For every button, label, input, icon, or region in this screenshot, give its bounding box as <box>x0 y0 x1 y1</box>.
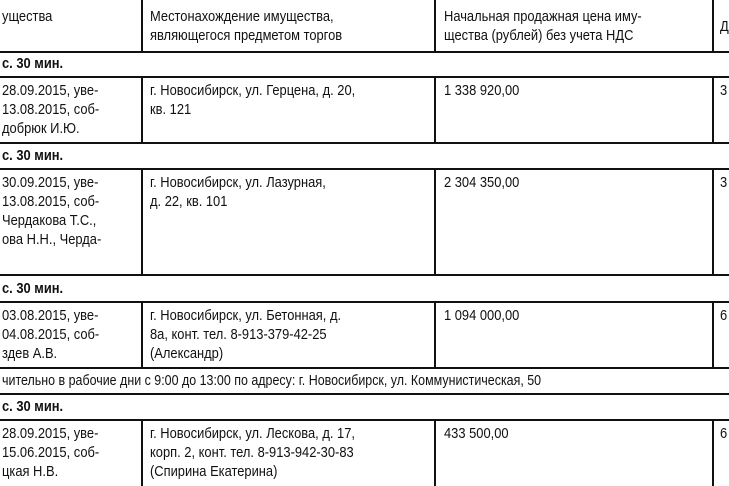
row-3-price: 1 094 000,00 <box>444 307 520 324</box>
vrule-row2-3 <box>712 168 714 276</box>
row-4-location-line1: г. Новосибирск, ул. Лескова, д. 17, <box>150 425 355 442</box>
header-location-line2: являющегося предметом торгов <box>150 27 343 44</box>
vrule-header-3 <box>712 0 714 53</box>
row-1-location-line2: кв. 121 <box>150 101 192 118</box>
row-1-col1-line2: 13.08.2015, соб- <box>2 101 100 118</box>
row-4-col4: 6 <box>720 425 728 442</box>
row-2-col1-line4: ова Н.Н., Черда- <box>2 231 102 248</box>
header-price-line1: Начальная продажная цена иму- <box>444 8 642 25</box>
section-time-3: с. 30 мин. <box>2 280 64 297</box>
row-2-price: 2 304 350,00 <box>444 174 520 191</box>
vrule-header-1 <box>141 0 143 53</box>
row-4-col1-line2: 15.06.2015, соб- <box>2 444 100 461</box>
rule-section1-bottom <box>0 76 729 78</box>
header-location-line1: Местонахождение имущества, <box>150 8 334 25</box>
row-1-location-line1: г. Новосибирск, ул. Герцена, д. 20, <box>150 82 356 99</box>
row-2-location-line2: д. 22, кв. 101 <box>150 193 228 210</box>
section-time-2: с. 30 мин. <box>2 147 64 164</box>
rule-header-bottom <box>0 51 729 53</box>
row-4-location-line2: корп. 2, конт. тел. 8-913-942-30-83 <box>150 444 354 461</box>
section-time-4: с. 30 мин. <box>2 398 64 415</box>
row-1-col1-line3: добрюк И.Ю. <box>2 120 80 137</box>
vrule-row3-1 <box>141 301 143 369</box>
section-time-1: с. 30 мин. <box>2 55 64 72</box>
rule-row1-bottom <box>0 142 729 144</box>
row-3-col1-line1: 03.08.2015, уве- <box>2 307 99 324</box>
vrule-row3-3 <box>712 301 714 369</box>
vrule-row2-2 <box>434 168 436 276</box>
vrule-row4-3 <box>712 419 714 486</box>
rule-row2-bottom <box>0 274 729 276</box>
row-3-col1-line2: 04.08.2015, соб- <box>2 326 100 343</box>
header-property-col: ущества <box>2 8 53 25</box>
row-2-col1-line1: 30.09.2015, уве- <box>2 174 99 191</box>
vrule-row2-1 <box>141 168 143 276</box>
rule-note-bottom <box>0 393 729 395</box>
row-4-col1-line1: 28.09.2015, уве- <box>2 425 99 442</box>
vrule-header-2 <box>434 0 436 53</box>
header-price-line2: щества (рублей) без учета НДС <box>444 27 634 44</box>
rule-section3-bottom <box>0 301 729 303</box>
row-3-location-line1: г. Новосибирск, ул. Бетонная, д. <box>150 307 342 324</box>
vrule-row4-2 <box>434 419 436 486</box>
row-1-price: 1 338 920,00 <box>444 82 520 99</box>
row-2-location-line1: г. Новосибирск, ул. Лазурная, <box>150 174 326 191</box>
vrule-row1-2 <box>434 76 436 144</box>
rule-section4-bottom <box>0 419 729 421</box>
row-3-location-line3: (Александр) <box>150 345 224 362</box>
row-2-col1-line2: 13.08.2015, соб- <box>2 193 100 210</box>
row-1-col1-line1: 28.09.2015, уве- <box>2 82 99 99</box>
row-2-col1-line3: Чердакова Т.С., <box>2 212 97 229</box>
viewing-note: чительно в рабочие дни с 9:00 до 13:00 по адресу: г. Новосибирск, ул. Коммунистическая, 50 <box>2 372 542 389</box>
row-2-col4: 3 <box>720 174 728 191</box>
row-4-price: 433 500,00 <box>444 425 509 442</box>
row-4-location-line3: (Спирина Екатерина) <box>150 463 278 480</box>
row-3-location-line2: 8а, конт. тел. 8-913-379-42-25 <box>150 326 327 343</box>
row-1-col4: 3 <box>720 82 728 99</box>
vrule-row3-2 <box>434 301 436 369</box>
header-next-col: Д <box>720 18 729 35</box>
vrule-row4-1 <box>141 419 143 486</box>
row-3-col4: 6 <box>720 307 728 324</box>
vrule-row1-1 <box>141 76 143 144</box>
rule-row3-bottom <box>0 367 729 369</box>
row-4-col1-line3: цкая Н.В. <box>2 463 59 480</box>
rule-section2-bottom <box>0 168 729 170</box>
vrule-row1-3 <box>712 76 714 144</box>
row-3-col1-line3: здев А.В. <box>2 345 58 362</box>
